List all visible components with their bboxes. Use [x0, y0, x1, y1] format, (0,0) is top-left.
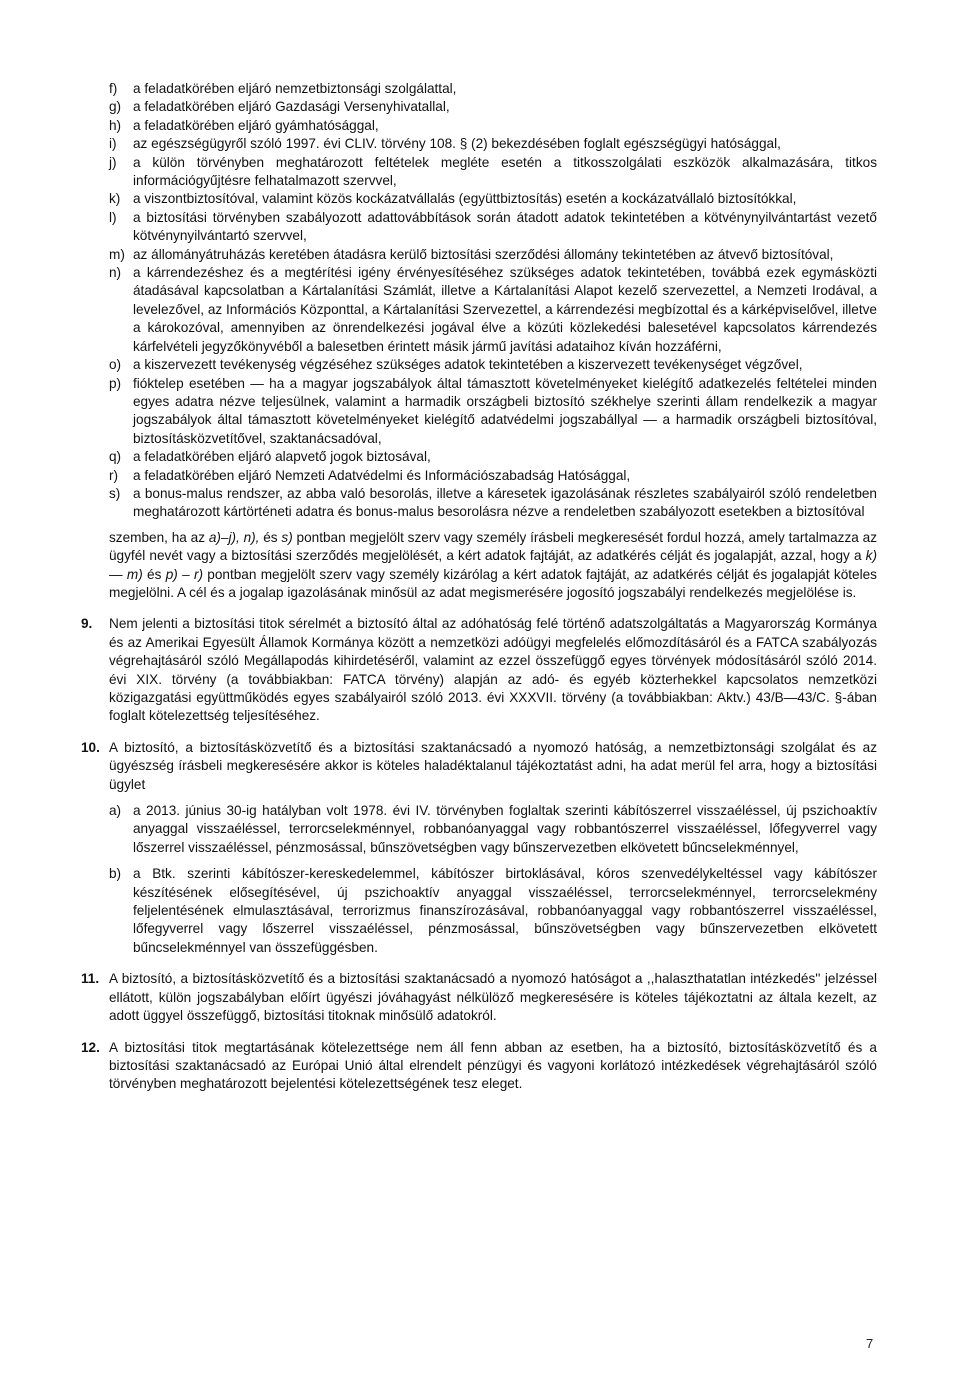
paragraph-text: A biztosítási titok megtartásának kötelezettsége nem áll fenn abban az esetben, ha a biztosító, biztosításközvetítő és a biztosítási szaktanácsadó az Európai Unió által elrendelt pénzügyi és vagyoni korlátozó intézkedések végrehajtásáról szóló törvényben meghatározott bejelentési kötelezettségének tesz eleget. — [109, 1039, 877, 1092]
list-item-label: l) — [109, 209, 117, 225]
paragraph-number: 10. — [81, 739, 100, 755]
list-item-text: a feladatkörében eljáró Nemzeti Adatvédelmi és Információszabadság Hatósággal, — [133, 467, 631, 483]
paragraph-number: 11. — [81, 971, 100, 987]
closing-text: szemben, ha az — [109, 529, 209, 545]
sub-item-text: a 2013. június 30-ig hatályban volt 1978. évi IV. törvényben foglaltak szerinti kábítószerrel visszaéléssel, új pszichoaktív anyaggal visszaéléssel, terrorcselekménnyel, robbanóanyaggal vagy robbantószerrel visszaéléssel, lőfegyverrel vagy lőszerrel visszaéléssel, pénzmosással, bűnszövetségben vagy bűnszervezetben elkövetett bűncselekménnyel, — [133, 803, 877, 855]
sub-item-label: a) — [109, 803, 122, 819]
list-item — [109, 190, 877, 208]
paragraph-text: Nem jelenti a biztosítási titok sérelmét a biztosító által az adóhatóság felé történő adatszolgáltatás a Magyarország Kormánya és az Amerikai Egyesült Államok Kormánya között a nemzetközi adóügyi megfelelés előmozdításáról és a FATCA szabályozás végrehajtásáról szóló Megállapodás kihirdetéséről, valamint az ezzel összefüggő egyes törvények módosításáról szóló 2014. évi XIX. törvény (a továbbiakban: FATCA törvény) alapján az adó- és egyéb közterhekkel kapcsolatos nemzetközi közigazgatási együttműködés egyes szabályairól szóló 2013. évi XXXVII. törvény (a továbbiakban: Aktv.) 43/B—43/C. §-ában foglalt kötelezettség teljesítéséhez. — [109, 616, 877, 724]
list-item-label: o) — [109, 357, 122, 373]
list-item-text: fióktelep esetében — ha a magyar jogszabályok által támasztott követelményeket kielégítő adatkezelés feltételei minden egyes adatra nézve teljesülnek, valamint a harmadik országbeli biztosító székhelye szerinti állam rendelkezik a magyar jogszabályok által támasztott követelményeket kielégítő adatvédelmi jogszabállyal — a harmadik országbeli biztosítóval, biztosításközvetítővel, szaktanácsadóval, — [133, 375, 877, 446]
list-item-text: a feladatkörében eljáró Gazdasági Versenyhivatallal, — [133, 99, 450, 115]
sub-item — [109, 802, 877, 857]
list-item-text: a biztosítási törvényben szabályozott adattovábbítások során átadott adatok tekintetében a kötvénynyilvántartást vezető kötvénynyilvántartó szervvel, — [133, 209, 877, 244]
closing-ref: p) – r) — [165, 566, 203, 582]
list-item-label: k) — [109, 191, 121, 207]
numbered-paragraph — [81, 739, 877, 794]
closing-ref: m) — [126, 566, 143, 582]
list-item-label: j) — [109, 154, 117, 170]
list-item — [109, 264, 877, 356]
list-item — [109, 448, 877, 466]
list-item-text: a külön törvényben meghatározott feltételek megléte esetén a titkosszolgálati eszközök alkalmazására, titkos információgyűjtésre felhatalmazott szervvel, — [133, 154, 877, 189]
list-item — [109, 485, 877, 522]
closing-text: és — [259, 529, 282, 545]
list-item — [109, 135, 877, 153]
sub-item — [109, 865, 877, 957]
paragraph-text: A biztosító, a biztosításközvetítő és a biztosítási szaktanácsadó a nyomozó hatóság, a nemzetbiztonsági szolgálat és az ügyészség írásbeli megkeresésére akkor is köteles haladéktalanul tájékoztatást adni, ha adat merül fel arra, hogy a biztosítási ügylet — [109, 739, 877, 792]
list-item-label: s) — [109, 485, 121, 501]
list-item-text: a feladatkörében eljáró gyámhatósággal, — [133, 117, 379, 133]
closing-paragraph — [109, 529, 877, 603]
list-item — [109, 467, 877, 485]
closing-ref: k) — [865, 548, 877, 564]
list-item — [109, 246, 877, 264]
sub-item-label: b) — [109, 866, 122, 882]
list-item — [109, 154, 877, 191]
list-item — [109, 80, 877, 98]
list-item-label: i) — [109, 136, 117, 152]
list-item-label: r) — [109, 467, 119, 483]
page-number: 7 — [866, 1336, 874, 1351]
list-item — [109, 209, 877, 246]
list-item-text: a bonus-malus rendszer, az abba való besorolás, illetve a káresetek igazolásának részletes szabályairól szóló rendeletben meghatározott kártörténeti adatra és bonus-malus besorolásra nézve a rendeletben szabályozott esetekben a biztosítóval — [133, 485, 877, 520]
list-item-label: f) — [109, 81, 118, 96]
list-item-label: m) — [109, 246, 125, 262]
sub-item-text: a Btk. szerinti kábítószer-kereskedelemmel, kábítószer birtoklásával, kóros szenvedélykeltéssel vagy kábítószer készítésének elősegítésével, új pszichoaktív anyaggal visszaéléssel, terrorcselekménnyel, terrorcselekmény feljelentésének elmulasztásával, terrorizmus finanszírozásával, robbanóanyaggal vagy robbantószerrel visszaéléssel, lőfegyverrel vagy lőszerrel visszaéléssel, pénzmosással, bűnszövetségben vagy bűnszervezetben elkövetett bűncselekménnyel van összefüggésben. — [133, 866, 877, 955]
list-item-text: a feladatkörében eljáró nemzetbiztonsági szolgálattal, — [133, 81, 457, 96]
closing-ref: s) — [281, 529, 293, 545]
list-item-text: az állományátruházás keretében átadásra kerülő biztosítási szerződési állomány tekintetében az átvevő biztosítóval, — [133, 246, 834, 262]
numbered-paragraph — [81, 615, 877, 725]
list-item-label: g) — [109, 99, 122, 115]
closing-text: pontban megjelölt szerv vagy személy írásbeli megkeresését fordul hozzá, amely tartalmazza az ügyfél nevét vagy a biztosítási szerződés megjelölését, a kért adatok fajtáját, az adatkérés célját és jogalapját, azzal, hogy a — [109, 529, 877, 564]
list-item — [109, 375, 877, 449]
paragraph-text: A biztosító, a biztosításközvetítő és a biztosítási szaktanácsadó a nyomozó hatóságot a ,,halaszthatatlan intézkedés'' jelzéssel ellátott, külön jogszabályban előírt ügyészi jóváhagyást nélkülöző megkeresésére is köteles tájékoztatni az általa kezelt, az adott üggyel összefüggő, biztosítási titoknak minősülő adatokról. — [109, 971, 877, 1024]
list-item-label: p) — [109, 375, 122, 391]
numbered-paragraph — [81, 970, 877, 1025]
list-item-text: a kiszervezett tevékenység végzéséhez szükséges adatok tekintetében a kiszervezett tevékenységet végzővel, — [133, 357, 803, 373]
numbered-paragraph — [81, 1039, 877, 1094]
list-item — [109, 98, 877, 116]
paragraph-number: 12. — [81, 1039, 100, 1055]
paragraph-number: 9. — [81, 616, 93, 632]
document-body — [81, 80, 877, 1094]
closing-text: — — [109, 566, 127, 582]
list-item-text: a viszontbiztosítóval, valamint közös kockázatvállalás (együttbiztosítás) esetén a kockázatvállaló biztosítókkal, — [133, 191, 797, 207]
closing-text: és — [142, 566, 166, 582]
closing-text: pontban megjelölt szerv vagy személy kizárólag a kért adatok fajtáját, az adatkérés célját és jogalapját köteles megjelölni. A cél és a jogalap igazolásának minősül az adat megismerésére jogosító jogszabályi rendelkezés megjelölése is. — [109, 566, 877, 600]
list-item-text: a kárrendezéshez és a megtérítési igény érvényesítéséhez szükséges adatok tekintetében, továbbá ezek egymásközti átadásával kapcsolatban a Kártalanítási Számlát, illetve a Kártalanítási Alapot kezelő szervezettel, a Nemzeti Irodával, a levelezővel, az Információs Központtal, a Kártalanítási Szervezettel, a kárrendezési megbízottal és a kárképviselővel, illetve a károkozóval, amennyiben az önrendelkezési jogával élve a közúti közlekedési balesetével kapcsolatos kárrendezés kárfelvételi jegyzőkönyvéből a balesetben érintett másik jármű javítási adataihoz kíván hozzáférni, — [133, 265, 877, 354]
closing-ref: a)–j), n), — [208, 529, 260, 545]
list-item — [109, 117, 877, 135]
list-item-text: a feladatkörében eljáró alapvető jogok biztosával, — [133, 449, 431, 465]
list-item-label: h) — [109, 117, 122, 133]
list-item-text: az egészségügyről szóló 1997. évi CLIV. törvény 108. § (2) bekezdésében foglalt egészségügyi hatósággal, — [133, 136, 781, 152]
list-item-label: q) — [109, 449, 122, 465]
list-item — [109, 356, 877, 374]
list-item-label: n) — [109, 265, 122, 281]
